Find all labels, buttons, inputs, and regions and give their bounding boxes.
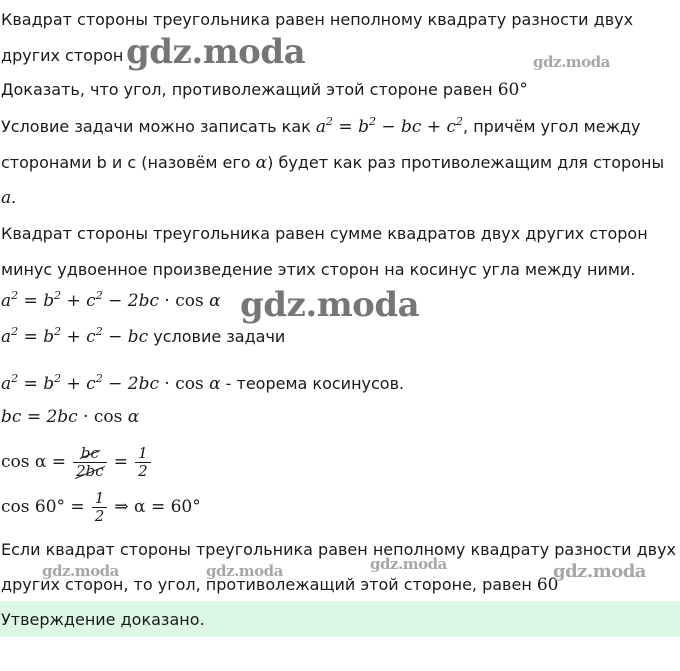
equation-5-rden: 2 bbox=[138, 462, 148, 480]
equation-5-eq: = bbox=[113, 452, 128, 472]
equation-2-note: условие задачи bbox=[148, 327, 286, 346]
watermark-logo: gdz.moda bbox=[370, 555, 447, 573]
condition-line-2-suffix: ) будет как раз противолежащим для стороны bbox=[267, 153, 665, 172]
equation-6-den: 2 bbox=[94, 507, 105, 525]
equation-5-rnum: 1 bbox=[135, 445, 151, 463]
equation-1: $a^2 = b^2 + c^2 - 2bc \cdot \cos \alpha$ bbox=[1, 289, 221, 311]
equation-3-note: - теорема косинусов. bbox=[220, 374, 405, 393]
problem-angle: 60° bbox=[497, 80, 528, 100]
watermark-logo: gdz.moda bbox=[240, 285, 420, 325]
problem-line-2: других сторон bbox=[1, 46, 124, 65]
equation-6-num: 1 bbox=[92, 490, 108, 508]
result-banner bbox=[0, 601, 680, 637]
watermark-logo: gdz.moda bbox=[533, 53, 610, 71]
condition-alpha: α bbox=[255, 153, 268, 173]
condition-period: . bbox=[11, 188, 17, 207]
watermark-logo: gdz.moda bbox=[42, 562, 119, 580]
condition-suffix: , причём угол между bbox=[463, 117, 641, 136]
condition-line-3 bbox=[1, 188, 16, 208]
conclusion-line-1: Если квадрат стороны треугольника равен неполному квадрату разности двух bbox=[1, 540, 677, 559]
equation-2: $a^2 = b^2 + c^2$ − bc условие задачи bbox=[1, 325, 286, 347]
equation-5-den: 2bc bbox=[76, 462, 104, 480]
condition-line-2-text: сторонами b и c (назовём его bbox=[1, 153, 256, 172]
watermark-logo: gdz.moda bbox=[206, 562, 283, 580]
result-text: Утверждение доказано. bbox=[1, 610, 205, 629]
equation-5-num: bc bbox=[80, 444, 99, 462]
equation-5 bbox=[1, 442, 153, 482]
theorem-line-2: минус удвоенное произведение этих сторон на косинус угла между ними. bbox=[1, 260, 636, 279]
condition-formula: $a^2 = b^2$ − bc + $c^2$ bbox=[315, 115, 464, 137]
problem-line-3 bbox=[1, 80, 528, 100]
condition-side-a: a bbox=[1, 188, 12, 208]
watermark-logo: gdz.moda bbox=[553, 561, 646, 582]
equation-6-lhs: cos 60° = bbox=[1, 497, 85, 517]
equation-3: $a^2 = b^2 + c^2 - 2bc \cdot \cos \alpha$ - теорема косинусов. bbox=[1, 372, 405, 394]
equation-6-fraction bbox=[92, 490, 108, 525]
equation-4: bc = 2bc · cos α bbox=[1, 407, 140, 427]
condition-prefix: Условие задачи можно записать как bbox=[1, 117, 316, 136]
equation-5-fraction bbox=[73, 445, 107, 480]
conclusion-angle: 60 bbox=[536, 575, 559, 595]
theorem-line-1: Квадрат стороны треугольника равен сумме квадратов двух других сторон bbox=[1, 224, 648, 243]
problem-line-1: Квадрат стороны треугольника равен неполному квадрату разности двух bbox=[1, 10, 634, 29]
equation-5-result bbox=[135, 445, 151, 480]
watermark-logo: gdz.moda bbox=[126, 32, 306, 72]
equation-5-lhs: cos α = bbox=[1, 452, 67, 472]
equation-6-rhs: ⇒ α = 60° bbox=[114, 497, 201, 517]
problem-line-3-text: Доказать, что угол, противолежащий этой стороне равен bbox=[1, 80, 498, 99]
condition-line-2 bbox=[1, 153, 664, 173]
equation-6 bbox=[1, 487, 201, 527]
conclusion-line-2-text: других сторон, то угол, противолежащий этой стороне, равен bbox=[1, 575, 537, 594]
condition-line-1 bbox=[1, 117, 641, 137]
